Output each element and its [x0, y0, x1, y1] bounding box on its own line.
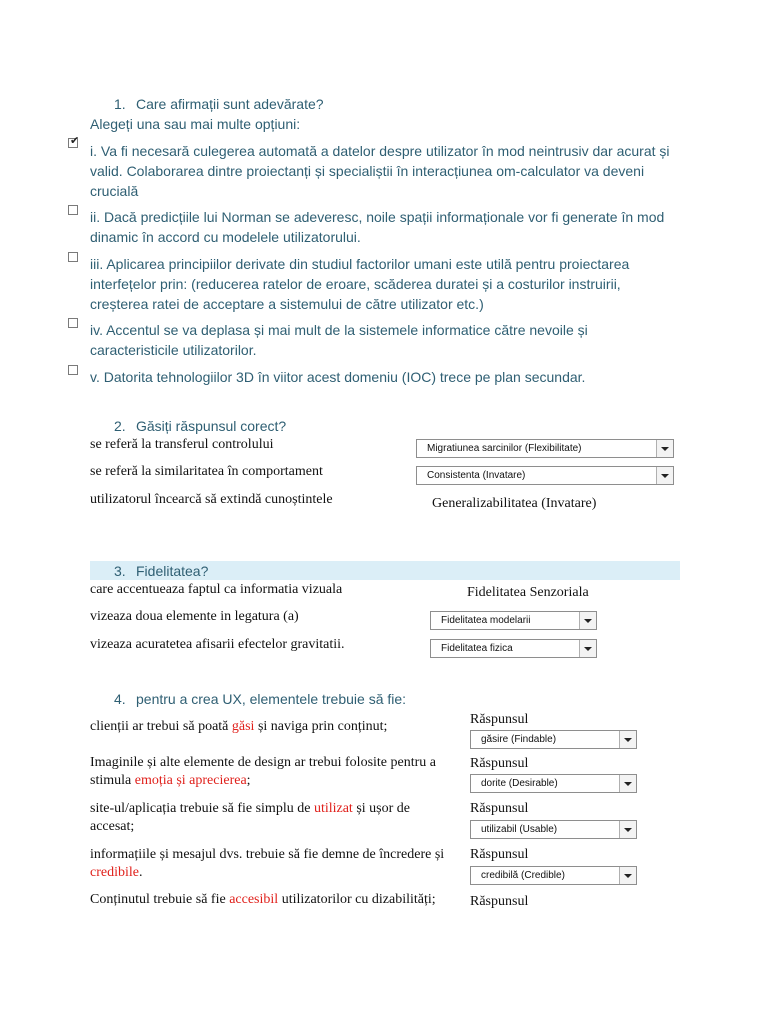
q4-row-3-label	[90, 800, 430, 836]
q1-title-text: Care afirmații sunt adevărate?	[136, 96, 324, 112]
q3-row-2-select[interactable]	[430, 611, 597, 630]
label-text: Conținutul trebuie să fie	[90, 892, 230, 907]
chevron-down-icon[interactable]	[619, 867, 636, 884]
q4-number: 4.	[114, 691, 126, 707]
label-text: ;	[246, 773, 251, 788]
select-value: Migratiunea sarcinilor (Flexibilitate)	[427, 443, 582, 454]
select-value: dorite (Desirable)	[481, 778, 558, 789]
q3-row-1-answer: Fidelitatea Senzoriala	[467, 585, 589, 600]
checkbox-icon[interactable]	[68, 252, 78, 262]
q3-row-3-select[interactable]	[430, 639, 597, 658]
q3-row-3-label: vizeaza acuratetea afisarii efectelor gravitatii.	[90, 637, 345, 652]
chevron-down-icon[interactable]	[656, 440, 673, 457]
q3-title-text: Fidelitatea?	[136, 563, 209, 579]
q2-number: 2.	[114, 418, 126, 434]
label-highlight: emoția și aprecierea	[134, 773, 247, 788]
q2-row-1-select[interactable]	[416, 439, 674, 458]
select-value: utilizabil (Usable)	[481, 824, 558, 835]
checkbox-icon[interactable]	[68, 205, 78, 215]
q4-title	[114, 691, 406, 707]
q4-row-1-label	[90, 718, 462, 736]
q4-answer-label: Răspunsul	[470, 801, 529, 816]
label-highlight: utilizat	[313, 801, 353, 816]
label-text: informațiile și mesajul dvs. trebuie să fie demne de încredere și	[90, 847, 445, 862]
q2-row-3-answer: Generalizabilitatea (Invatare)	[432, 496, 597, 511]
label-text: utilizatorilor cu dizabilități;	[278, 892, 436, 907]
chevron-down-icon[interactable]	[579, 612, 596, 629]
q4-row-4-select[interactable]	[470, 866, 637, 885]
label-highlight: găsi	[231, 719, 255, 734]
select-value: Fidelitatea fizica	[441, 643, 513, 654]
q4-row-4-label	[90, 846, 462, 882]
select-value: Consistenta (Invatare)	[427, 470, 526, 481]
label-text: și ușor de accesat;	[90, 801, 410, 834]
chevron-down-icon[interactable]	[619, 731, 636, 748]
q1-option-3: iii. Aplicarea principiilor derivate din studiul factorilor umani este utilă pentru proiectarea interfețelor prin: (reducerea ratelor de eroare, scăderea duratei și a costurilor instruirii, creșterea ratei de acceptare a sistemului de către utilizator etc.)	[90, 256, 630, 312]
q3-row-1-label: care accentueaza faptul ca informatia vizuala	[90, 582, 343, 597]
q3-title	[114, 563, 208, 579]
chevron-down-icon[interactable]	[656, 467, 673, 484]
q2-row-2-select[interactable]	[416, 466, 674, 485]
q4-answer-label: Răspunsul	[470, 756, 529, 771]
q4-answer-label: Răspunsul	[470, 847, 529, 862]
q1-option-4: iv. Accentul se va deplasa și mai mult de la sistemele informatice către nevoile și caracteristicile utilizatorilor.	[90, 322, 588, 358]
q1-instruction: Alegeți una sau mai multe opțiuni:	[90, 116, 301, 132]
q4-row-5-label	[90, 891, 468, 909]
label-text: site-ul/aplicația trebuie să fie simplu de	[90, 801, 314, 816]
label-text: și naviga prin conținut;	[254, 719, 388, 734]
chevron-down-icon[interactable]	[619, 775, 636, 792]
label-text: Imaginile și alte elemente de design ar trebui folosite pentru a stimula	[90, 755, 436, 788]
q1-option-1: i. Va fi necesară culegerea automată a datelor despre utilizator în mod neintrusiv dar acurat și valid. Colaborarea dintre proiectanți și specialiștii în interacțiunea om-calculator va deveni crucială	[90, 143, 670, 199]
q2-row-3-label: utilizatorul încearcă să extindă cunoștintele	[90, 492, 333, 507]
label-highlight: credibile	[90, 865, 139, 880]
checkbox-icon[interactable]	[68, 318, 78, 328]
q4-answer-label: Răspunsul	[470, 712, 529, 727]
q3-row-2-label: vizeaza doua elemente in legatura (a)	[90, 609, 299, 624]
checkbox-icon[interactable]	[68, 365, 78, 375]
q4-answer-label: Răspunsul	[470, 894, 529, 909]
chevron-down-icon[interactable]	[619, 821, 636, 838]
q4-row-2-select[interactable]	[470, 774, 637, 793]
checkbox-icon[interactable]	[68, 138, 78, 148]
select-value: credibilă (Credible)	[481, 870, 565, 881]
q4-row-1-select[interactable]	[470, 730, 637, 749]
q4-row-2-label	[90, 754, 468, 790]
label-text: .	[138, 865, 143, 880]
q1-title	[114, 96, 324, 112]
select-value: găsire (Findable)	[481, 734, 557, 745]
q3-number: 3.	[114, 563, 126, 579]
chevron-down-icon[interactable]	[579, 640, 596, 657]
label-text: clienții ar trebui să poată	[90, 719, 232, 734]
select-value: Fidelitatea modelarii	[441, 615, 531, 626]
q2-row-1-label: se referă la transferul controlului	[90, 437, 274, 452]
q2-title	[114, 418, 286, 434]
q2-row-2-label: se referă la similaritatea în comportament	[90, 464, 323, 479]
q1-number: 1.	[114, 96, 126, 112]
label-highlight: accesibil	[229, 892, 279, 907]
q4-title-text: pentru a crea UX, elementele trebuie să fie:	[136, 691, 407, 707]
q4-row-3-select[interactable]	[470, 820, 637, 839]
q1-option-5: v. Datorita tehnologiilor 3D în viitor acest domeniu (IOC) trece pe plan secundar.	[90, 369, 586, 385]
q2-title-text: Găsiți răspunsul corect?	[136, 418, 287, 434]
q1-option-2: ii. Dacă predicțiile lui Norman se adeveresc, noile spații informaționale vor fi generate în mod dinamic în accord cu modelele utilizatorului.	[90, 209, 665, 245]
